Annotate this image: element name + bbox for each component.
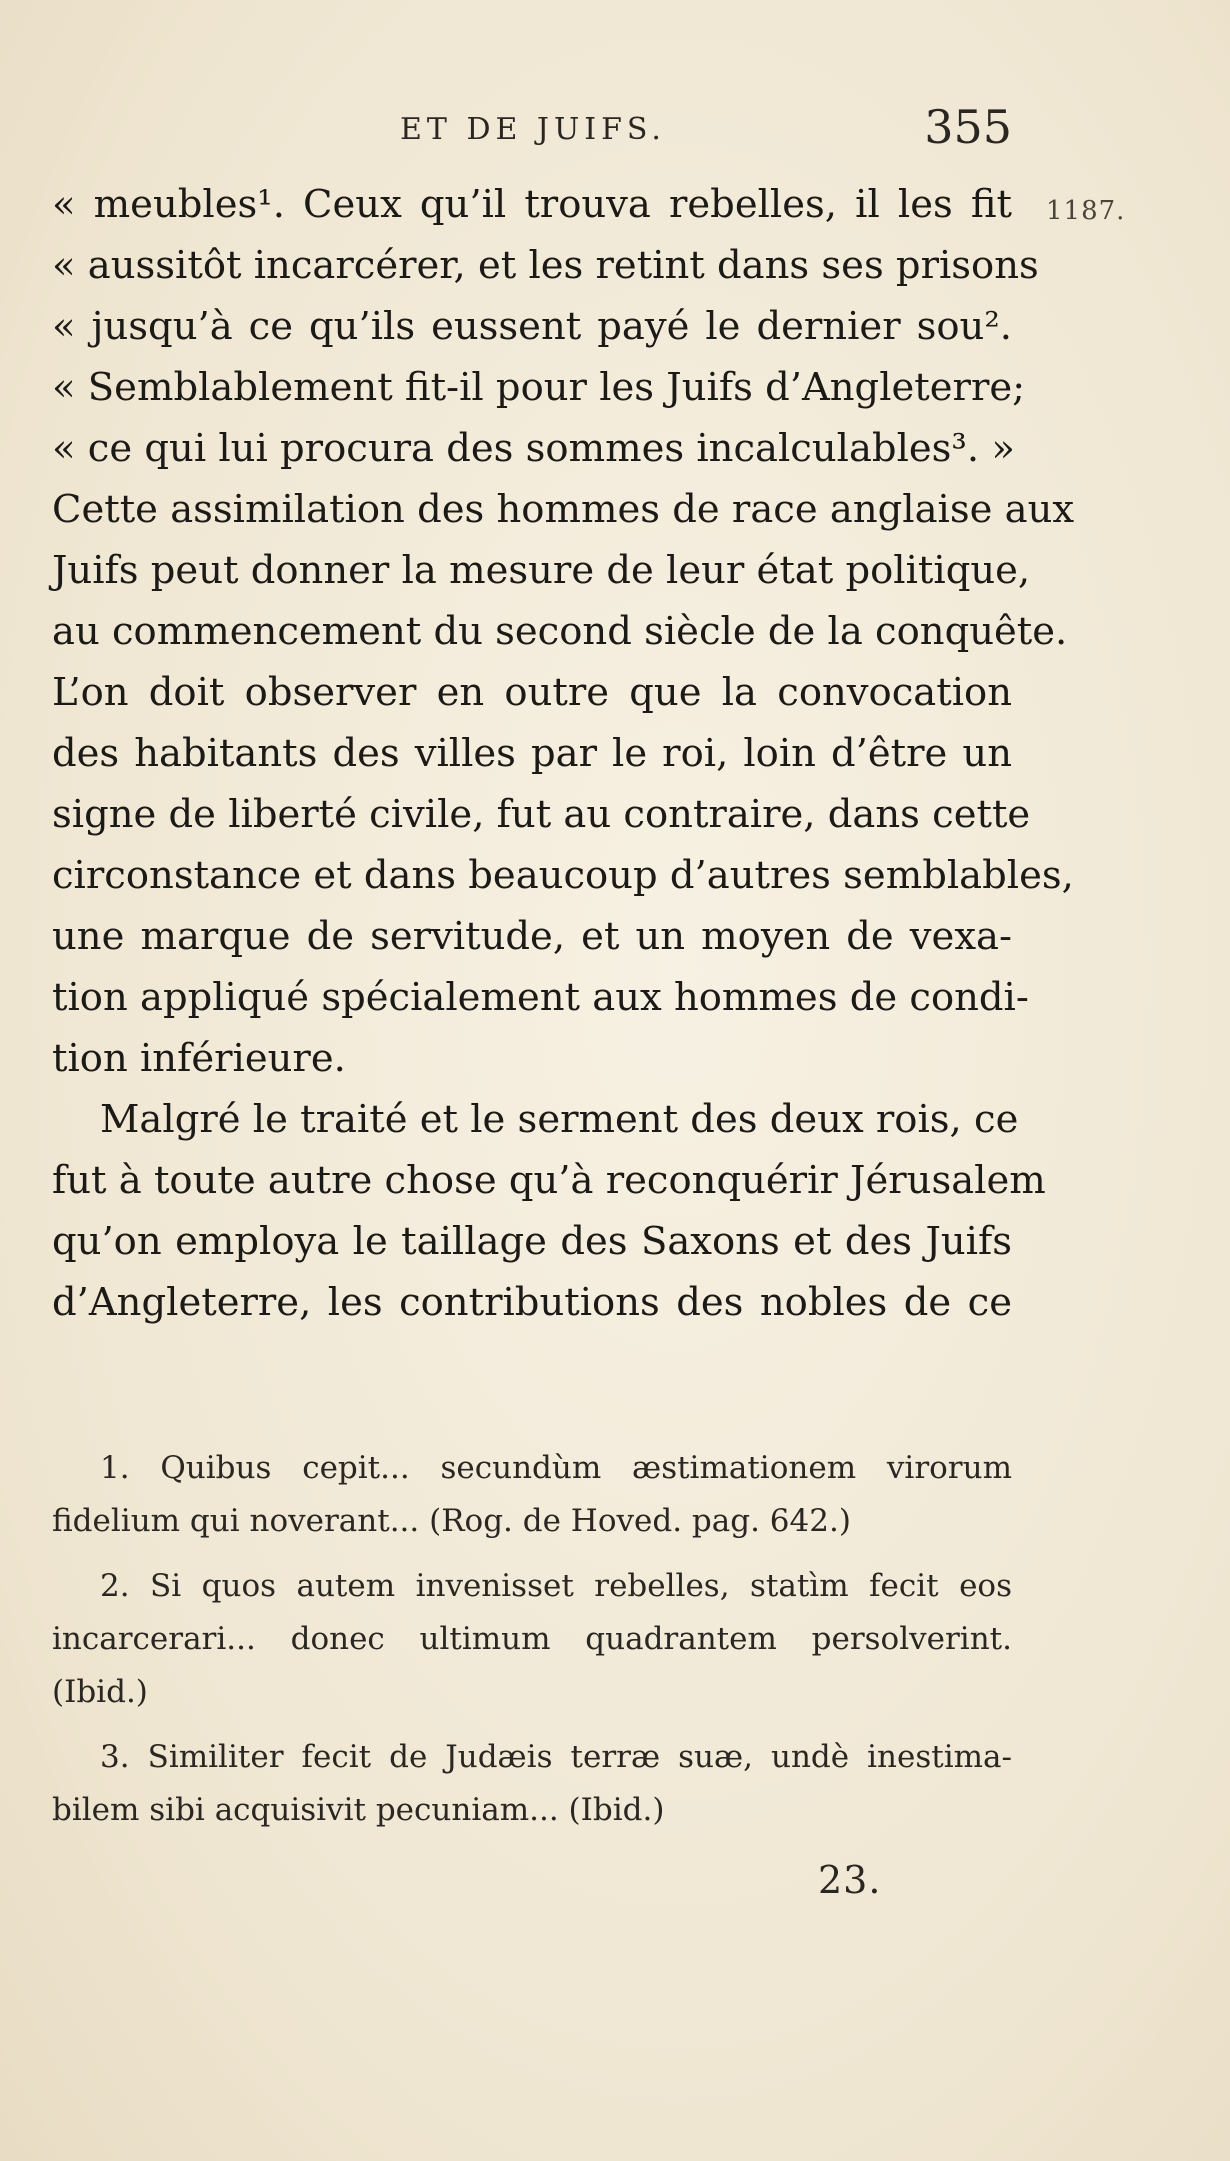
text-line: L’on doit observer en outre que la convocation	[52, 670, 1012, 715]
text-line: une marque de servitude, et un moyen de vexa-	[52, 914, 1012, 959]
text-line: d’Angleterre, les contributions des nobles de ce	[52, 1280, 1012, 1325]
text-line: fut à toute autre chose qu’à reconquérir Jérusalem	[52, 1158, 1046, 1203]
margin-year-note: 1187.	[1046, 196, 1126, 226]
footnote-line: incarcerari... donec ultimum quadrantem persolverint.	[52, 1621, 1012, 1657]
text-line: au commencement du second siècle de la conquête.	[52, 609, 1068, 654]
text-line: Cette assimilation des hommes de race anglaise aux	[52, 487, 1075, 532]
footnote-line: fidelium qui noverant... (Rog. de Hoved. pag. 642.)	[52, 1503, 851, 1539]
text-line: « ce qui lui procura des sommes incalculables³. »	[52, 426, 1015, 471]
footnote-line: 3. Similiter fecit de Judæis terræ suæ, undè inestima-	[100, 1739, 1012, 1775]
footnote-line: bilem sibi acquisivit pecuniam... (Ibid.)	[52, 1792, 665, 1828]
text-line: signe de liberté civile, fut au contraire, dans cette	[52, 792, 1031, 837]
footnote-1	[52, 1442, 1012, 1548]
text-line: « Semblablement fit-il pour les Juifs d’Angleterre;	[52, 365, 1026, 410]
footnote-line: 1. Quibus cepit... secundùm æstimationem virorum	[100, 1450, 1012, 1486]
footnote-3	[52, 1731, 1012, 1837]
footnote-line: 2. Si quos autem invenisset rebelles, statìm fecit eos	[100, 1568, 1012, 1604]
signature-mark: 23.	[818, 1858, 882, 1902]
text-line: des habitants des villes par le roi, loin d’être un	[52, 731, 1012, 776]
running-head: ET DE JUIFS.	[400, 112, 666, 147]
footnote-line: (Ibid.)	[52, 1674, 148, 1710]
text-line: « jusqu’à ce qu’ils eussent payé le dernier sou².	[52, 304, 1012, 349]
page-number: 355	[924, 100, 1012, 154]
text-line: qu’on employa le taillage des Saxons et des Juifs	[52, 1219, 1012, 1264]
text-line: « aussitôt incarcérer, et les retint dans ses prisons	[52, 243, 1039, 288]
page-header	[52, 100, 1012, 160]
footnote-2	[52, 1560, 1012, 1719]
footnotes	[52, 1442, 1012, 1837]
text-line: tion appliqué spécialement aux hommes de condi-	[52, 975, 1029, 1020]
text-line: Juifs peut donner la mesure de leur état politique,	[52, 548, 1031, 593]
text-line: tion inférieure.	[52, 1036, 346, 1081]
body-text	[52, 174, 1075, 1333]
text-line: « meubles¹. Ceux qu’il trouva rebelles, il les fit	[52, 182, 1012, 227]
paragraph-start-line: Malgré le traité et le serment des deux rois, ce	[100, 1097, 1019, 1142]
text-line: circonstance et dans beaucoup d’autres semblables,	[52, 853, 1074, 898]
